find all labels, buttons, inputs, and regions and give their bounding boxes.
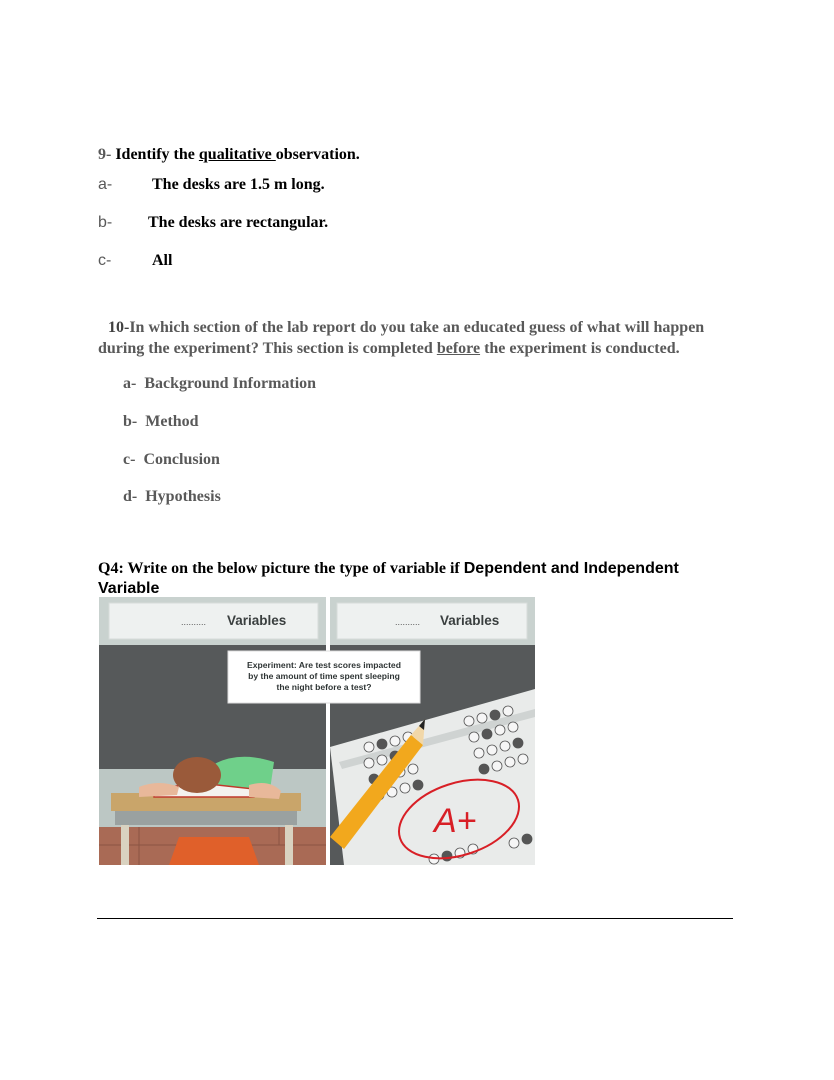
right-panel — [330, 597, 535, 865]
right-label: Variables — [440, 613, 500, 628]
q10-option-a: a- Background Information — [123, 375, 317, 392]
q9-option-c-text: All — [152, 252, 173, 269]
grade-text: A+ — [434, 802, 477, 840]
q9-option-a-letter: a- — [98, 176, 113, 193]
experiment-line-2: by the amount of time spent sleeping — [248, 671, 400, 681]
experiment-line-1: Experiment: Are test scores impacted — [247, 660, 401, 670]
experiment-line-3: the night before a test? — [276, 682, 372, 692]
q10-option-b: b- Method — [123, 413, 199, 430]
question-9-title: 9- Identify the qualitative observation. — [98, 146, 360, 163]
q9-option-a-text: The desks are 1.5 m long. — [152, 176, 325, 193]
q4-emphasis: Dependent and Independent Variable — [98, 560, 679, 597]
question-10-text: 10-In which section of the lab report do you take an educated guess of what will happen during the experiment? This section is completed before the experiment is conducted. — [98, 319, 705, 357]
q10-option-c: c- Conclusion — [123, 451, 220, 468]
horizontal-rule — [97, 918, 733, 919]
q9-option-c-letter: c- — [98, 252, 112, 269]
q9-option-b-letter: b- — [98, 214, 113, 231]
right-label-dots[interactable]: .......... — [395, 617, 421, 627]
question-10-number: 10- — [108, 319, 130, 336]
left-label-dots[interactable]: .......... — [181, 617, 207, 627]
left-label: Variables — [227, 613, 287, 628]
chair — [169, 837, 259, 865]
underlined-term: qualitative — [198, 146, 276, 163]
underlined-term: before — [436, 340, 481, 357]
question-9-number: 9- — [98, 146, 112, 163]
sleeping-student-head — [173, 757, 221, 793]
variables-illustration — [99, 597, 535, 865]
q9-option-b-text: The desks are rectangular. — [148, 214, 329, 231]
left-panel — [99, 597, 326, 865]
q10-option-d: d- Hypothesis — [123, 488, 221, 505]
question-4-text: Q4: Write on the below picture the type of variable if Dependent and Independent Variable — [98, 560, 679, 597]
